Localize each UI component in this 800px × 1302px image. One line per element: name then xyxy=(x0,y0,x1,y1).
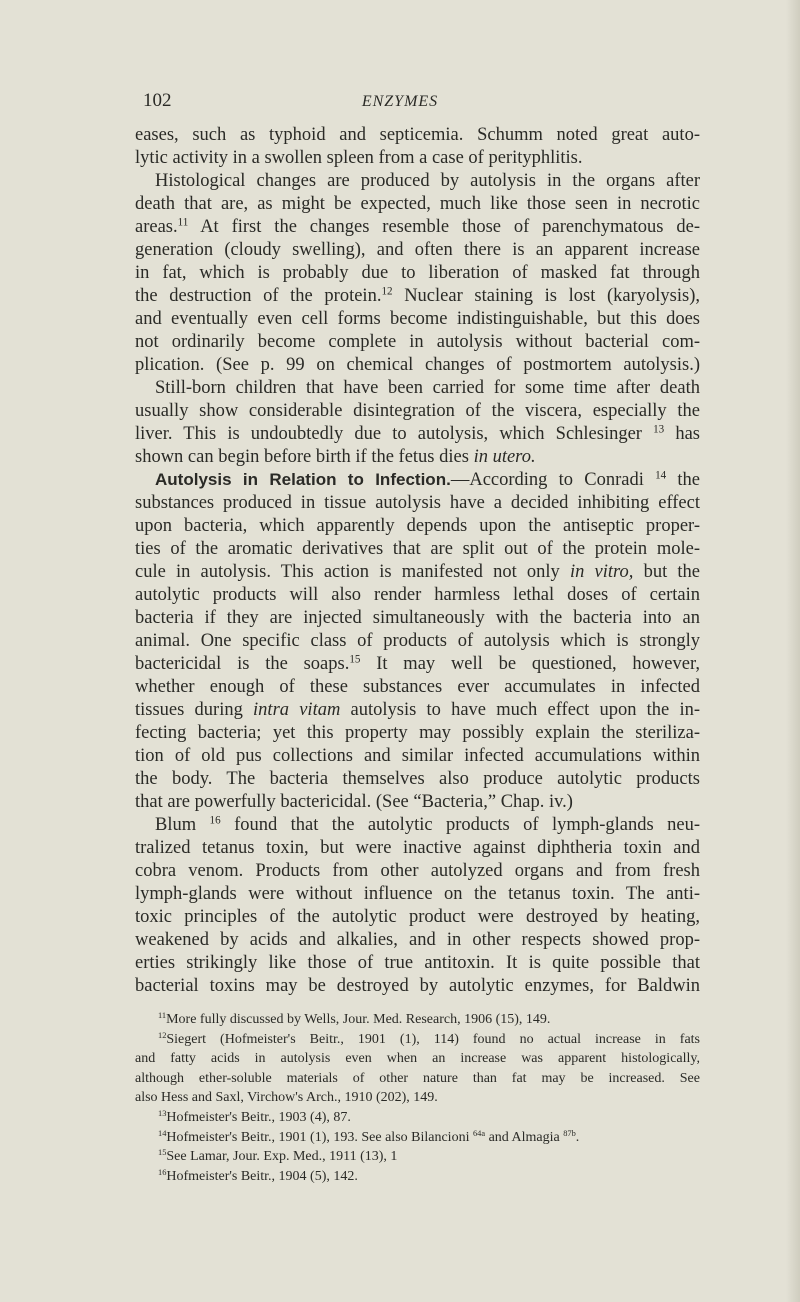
text-run: At first the changes resemble those of parenchymatous de- xyxy=(188,217,700,237)
text-run: lymph-glands were without influence on the tetanus toxin. The anti- xyxy=(135,884,700,904)
text-run: whether enough of these substances ever accumulates in infected xyxy=(135,677,700,697)
footnote-line xyxy=(158,1129,700,1147)
text-run: ties of the aromatic derivatives that are split out of the protein mole- xyxy=(135,539,700,559)
reference-marker: 15 xyxy=(158,1148,167,1158)
body-line xyxy=(155,814,700,836)
text-run: shown can begin before birth if the fetus dies xyxy=(135,447,474,467)
body-line xyxy=(135,975,700,997)
text-run: Still-born children that have been carried for some time after death xyxy=(155,378,700,398)
text-run: intra vitam xyxy=(253,700,341,720)
body-line xyxy=(135,745,700,767)
text-run: Histological changes are produced by autolysis in the organs after xyxy=(155,171,700,191)
footnote-line xyxy=(158,1011,700,1029)
text-run: usually show considerable disintegration of the viscera, especially the xyxy=(135,401,700,421)
text-run: erties strikingly like those of true antitoxin. It is quite possible that xyxy=(135,953,700,973)
footnote-line xyxy=(135,1070,700,1088)
text-run: See Lamar, Jour. Exp. Med., 1911 (13), 1 xyxy=(166,1149,398,1165)
body-line xyxy=(135,561,700,583)
text-run: tion of old pus collections and similar infected accumulations within xyxy=(135,746,700,766)
text-run: found that the autolytic products of lymph-glands neu- xyxy=(220,815,700,835)
text-run: It may well be questioned, however, xyxy=(360,654,700,674)
body-line xyxy=(155,377,700,399)
body-line xyxy=(135,446,700,468)
text-run: bacteria if they are injected simultaneously with the bacteria into an xyxy=(135,608,700,628)
reference-marker: 16 xyxy=(209,814,221,827)
body-line xyxy=(135,124,700,146)
text-run: Siegert (Hofmeister's Beitr., 1901 (1), 114) found no actual increase in fats xyxy=(166,1031,700,1047)
page-edge-shadow xyxy=(786,0,800,1302)
text-run: bactericidal is the soaps. xyxy=(135,654,350,674)
text-run: and Almagia xyxy=(485,1129,564,1145)
text-run: in utero. xyxy=(473,447,536,467)
text-run: Nuclear staining is lost (karyolysis), xyxy=(392,286,700,306)
body-line xyxy=(135,722,700,744)
reference-marker: 16 xyxy=(158,1167,167,1177)
reference-marker: 14 xyxy=(158,1128,167,1138)
body-line xyxy=(135,791,700,813)
text-run: liver. This is undoubtedly due to autolysis, which Schlesinger xyxy=(135,424,654,444)
text-run: More fully discussed by Wells, Jour. Med. Research, 1906 (15), 149. xyxy=(166,1012,551,1027)
text-run: the destruction of the protein. xyxy=(135,286,382,306)
footnote-line xyxy=(135,1089,700,1107)
text-run: Hofmeister's Beitr., 1903 (4), 87. xyxy=(166,1110,351,1125)
body-line xyxy=(135,630,700,652)
text-run: in vitro, xyxy=(569,562,634,582)
body-line xyxy=(135,860,700,882)
reference-marker: 11 xyxy=(158,1010,167,1020)
text-run: lytic activity in a swollen spleen from a case of perityphlitis. xyxy=(135,148,583,168)
text-run: Blum xyxy=(155,815,210,835)
body-line xyxy=(135,699,700,721)
text-run: also Hess and Saxl, Virchow's Arch., 1910 (202), 149. xyxy=(135,1090,438,1106)
body-line xyxy=(135,331,700,353)
page-number: 102 xyxy=(143,90,172,111)
reference-marker: 64a xyxy=(472,1128,486,1138)
text-run: toxic principles of the autolytic product were destroyed by heating, xyxy=(135,907,700,927)
body-line xyxy=(135,906,700,928)
footnote-line xyxy=(135,1050,700,1068)
reference-marker: 13 xyxy=(158,1108,167,1118)
text-run: autolysis to have much effect upon the in- xyxy=(340,700,701,720)
reference-marker: 12 xyxy=(381,285,393,298)
body-line xyxy=(135,584,700,606)
text-run: upon bacteria, which apparently depends upon the antiseptic proper- xyxy=(135,516,700,536)
text-run: weakened by acids and alkalies, and in other respects showed prop- xyxy=(135,930,700,950)
text-run: substances produced in tissue autolysis have a decided inhibiting effect xyxy=(135,493,700,513)
body-line xyxy=(135,676,700,698)
text-run: plication. (See p. 99 on chemical changes of postmortem autolysis.) xyxy=(135,355,700,375)
text-run: Hofmeister's Beitr., 1904 (5), 142. xyxy=(166,1168,358,1184)
text-run: generation (cloudy swelling), and often there is an apparent increase xyxy=(135,240,700,260)
text-run: has xyxy=(664,424,700,444)
footnote-line xyxy=(158,1031,700,1049)
body-line xyxy=(135,492,700,514)
text-run: Hofmeister's Beitr., 1901 (1), 193. See also Bilancioni xyxy=(166,1129,473,1145)
reference-marker: 15 xyxy=(349,653,361,666)
body-line xyxy=(135,354,700,376)
body-line xyxy=(135,768,700,790)
text-run: although ether-soluble materials of other nature than fat may be increased. See xyxy=(135,1070,700,1086)
text-run: fecting bacteria; yet this property may possibly explain the steriliza- xyxy=(135,723,700,743)
footnote-line xyxy=(158,1168,700,1186)
text-run: areas. xyxy=(135,217,178,237)
body-line xyxy=(135,607,700,629)
footnote-line xyxy=(158,1148,700,1166)
body-line xyxy=(135,653,700,675)
body-line xyxy=(135,952,700,974)
body-line xyxy=(135,423,700,445)
text-run: tralized tetanus toxin, but were inactive against diphtheria toxin and xyxy=(135,838,700,858)
text-run: the xyxy=(666,470,700,490)
text-run: —According to Conradi xyxy=(450,470,656,490)
body-line xyxy=(135,193,700,215)
body-line xyxy=(135,837,700,859)
text-run: tissues during xyxy=(135,700,254,720)
body-line xyxy=(155,469,700,491)
text-run: bacterial toxins may be destroyed by autolytic enzymes, for Baldwin xyxy=(135,976,700,996)
text-run: in fat, which is probably due to liberation of masked fat through xyxy=(135,263,700,283)
text-run: and fatty acids in autolysis even when an increase was apparent histologically, xyxy=(135,1051,700,1067)
body-line xyxy=(155,170,700,192)
text-run: cobra venom. Products from other autolyzed organs and from fresh xyxy=(135,861,700,881)
reference-marker: 11 xyxy=(177,216,189,229)
body-line xyxy=(135,515,700,537)
reference-marker: 12 xyxy=(158,1030,167,1040)
body-line xyxy=(135,883,700,905)
text-run: eases, such as typhoid and septicemia. Schumm noted great auto- xyxy=(135,125,700,145)
body-line xyxy=(135,262,700,284)
text-run: Autolysis in Relation to Infection. xyxy=(155,470,451,489)
text-run: animal. One specific class of products of autolysis which is strongly xyxy=(135,631,700,651)
body-line xyxy=(135,216,700,238)
reference-marker: 13 xyxy=(653,423,665,436)
text-run: but the xyxy=(633,562,700,582)
reference-marker: 14 xyxy=(655,469,667,482)
body-line xyxy=(135,147,700,169)
body-line xyxy=(135,308,700,330)
body-line xyxy=(135,239,700,261)
text-run: . xyxy=(575,1129,580,1145)
text-run: the body. The bacteria themselves also produce autolytic products xyxy=(135,769,700,789)
text-run: and eventually even cell forms become indistinguishable, but this does xyxy=(135,309,700,329)
text-run: autolytic products will also render harmless lethal doses of certain xyxy=(135,585,700,605)
body-line xyxy=(135,400,700,422)
text-run: not ordinarily become complete in autolysis without bacterial com- xyxy=(135,332,700,352)
text-run: that are powerfully bactericidal. (See “Bacteria,” Chap. iv.) xyxy=(135,792,573,812)
footnote-line xyxy=(158,1109,700,1127)
body-line xyxy=(135,285,700,307)
text-run: cule in autolysis. This action is manifested not only xyxy=(135,562,570,582)
body-line xyxy=(135,929,700,951)
running-head: ENZYMES xyxy=(361,93,439,110)
body-line xyxy=(135,538,700,560)
text-run: death that are, as might be expected, much like those seen in necrotic xyxy=(135,194,700,214)
reference-marker: 87b xyxy=(563,1128,576,1138)
